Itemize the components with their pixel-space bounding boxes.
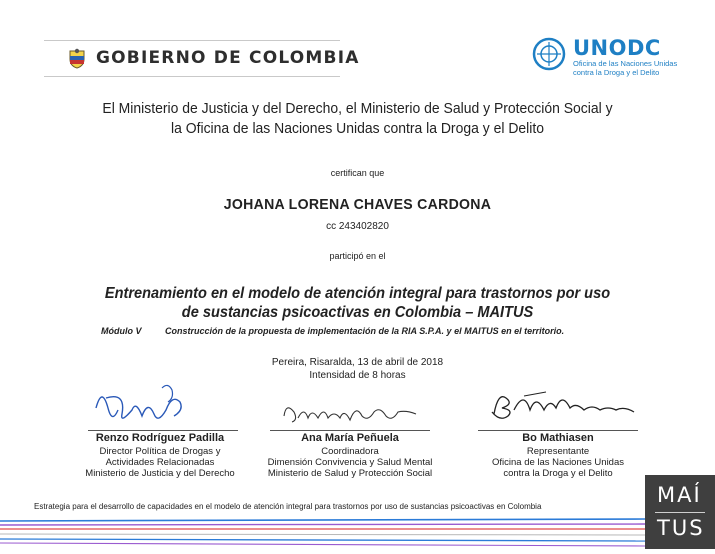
recipient-id: cc 243402820 bbox=[326, 221, 389, 232]
signature-line-3 bbox=[478, 430, 638, 431]
signer-1-name: Renzo Rodríguez Padilla bbox=[95, 432, 225, 444]
place-date: Pereira, Risaralda, 13 de abril de 2018 bbox=[271, 357, 444, 368]
maitus-logo-divider bbox=[655, 512, 705, 513]
footer-strategy-text: Estrategia para el desarrollo de capacidades en el modelo de atención integral para trastornos por uso de sustancias psicoactivas en Colombia bbox=[34, 502, 542, 511]
module-text: Construcción de la propuesta de implementación de la RIA S.P.A. y el MAITUS en el territorio. bbox=[165, 326, 565, 336]
signer-3-role-1: Representante bbox=[526, 446, 590, 457]
un-emblem-icon bbox=[532, 37, 566, 71]
signer-1-role-2: Actividades Relacionadas bbox=[105, 457, 215, 468]
recipient-name: JOHANA LORENA CHAVES CARDONA bbox=[223, 196, 492, 213]
signer-1-role-3: Ministerio de Justicia y del Derecho bbox=[85, 468, 235, 479]
unodc-title: UNODC bbox=[573, 36, 661, 60]
course-title-line-1: Entrenamiento en el modelo de atención integral para trastornos por uso bbox=[104, 285, 611, 302]
header-rule-top bbox=[44, 40, 340, 41]
intensity: Intensidad de 8 horas bbox=[309, 370, 406, 381]
signature-line-1 bbox=[88, 430, 238, 431]
unodc-subtitle-1: Oficina de las Naciones Unidas bbox=[573, 59, 678, 68]
signer-3-name: Bo Mathiasen bbox=[522, 432, 594, 444]
signer-2-role-1: Coordinadora bbox=[321, 446, 379, 457]
signer-3-role-3: contra la Droga y el Delito bbox=[503, 468, 613, 479]
signer-3-role-2: Oficina de las Naciones Unidas bbox=[491, 457, 624, 468]
maitus-logo bbox=[645, 475, 715, 549]
signature-2-image bbox=[278, 398, 428, 428]
module-label: Módulo V bbox=[101, 326, 142, 336]
maitus-logo-line-1: MAÍ bbox=[657, 483, 702, 507]
colombia-coat-of-arms-icon bbox=[66, 48, 88, 70]
signature-3-image bbox=[484, 384, 644, 428]
signer-2-role-3: Ministerio de Salud y Protección Social bbox=[267, 468, 433, 479]
header-rule-bottom bbox=[44, 76, 340, 77]
signature-1-image bbox=[88, 380, 198, 430]
footer-stripes bbox=[0, 515, 645, 549]
maitus-logo-line-2: TUS bbox=[657, 516, 705, 540]
unodc-subtitle-2: contra la Droga y el Delito bbox=[573, 68, 660, 77]
intro-line-1: El Ministerio de Justicia y del Derecho, el Ministerio de Salud y Protección Social y bbox=[102, 100, 613, 117]
signer-2-name: Ana María Peñuela bbox=[301, 432, 399, 444]
gov-colombia-title: GOBIERNO DE COLOMBIA bbox=[96, 48, 360, 68]
signer-2-role-2: Dimensión Convivencia y Salud Mental bbox=[267, 457, 433, 468]
certify-text: certifican que bbox=[330, 168, 385, 178]
signer-1-role-1: Director Política de Drogas y bbox=[99, 446, 221, 457]
participated-text: participó en el bbox=[329, 251, 386, 261]
signature-line-2 bbox=[270, 430, 430, 431]
course-title-line-2: de sustancias psicoactivas en Colombia – MAITUS bbox=[181, 304, 534, 321]
intro-line-2: la Oficina de las Naciones Unidas contra la Droga y el Delito bbox=[171, 120, 544, 137]
